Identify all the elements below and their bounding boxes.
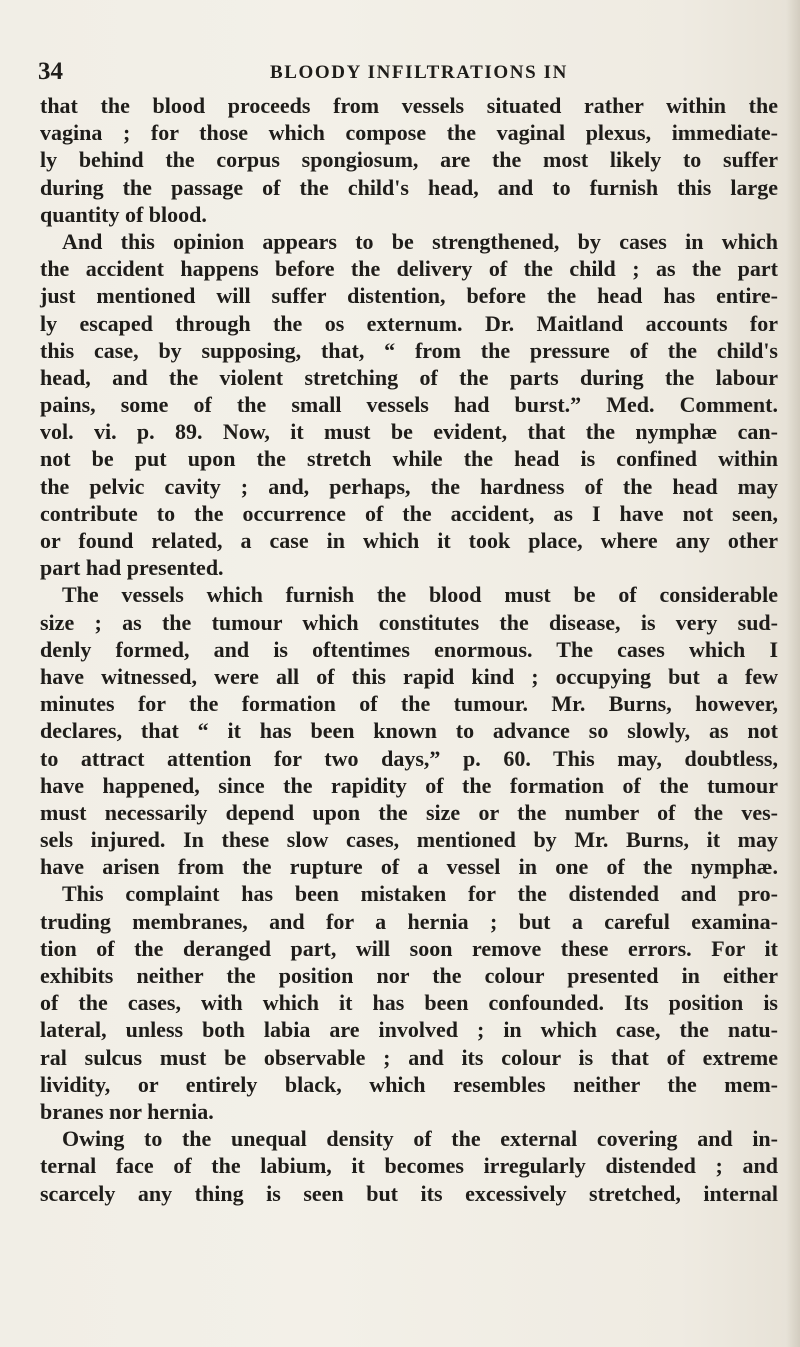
text-line: minutes for the formation of the tumour. Mr. Burns, however, xyxy=(40,691,778,717)
text-line: vol. vi. p. 89. Now, it must be evident, that the nymphæ can- xyxy=(40,419,778,445)
text-line: not be put upon the stretch while the head is confined within xyxy=(40,446,778,472)
text-line: ternal face of the labium, it becomes irregularly distended ; and xyxy=(40,1153,778,1179)
text-line: lateral, unless both labia are involved ; in which case, the natu- xyxy=(40,1017,778,1043)
text-line: contribute to the occurrence of the accident, as I have not seen, xyxy=(40,500,778,526)
text-line: quantity of blood. xyxy=(40,201,207,227)
text-line: denly formed, and is oftentimes enormous. The cases which I xyxy=(40,636,778,662)
text-line: size ; as the tumour which constitutes the disease, is very sud- xyxy=(40,609,778,635)
text-line: pains, some of the small vessels had burst.” Med. Comment. xyxy=(40,392,778,418)
text-line: exhibits neither the position nor the colour presented in either xyxy=(40,963,778,988)
text-line: the pelvic cavity ; and, perhaps, the hardness of the head may xyxy=(40,473,778,499)
text-line: tion of the deranged part, will soon remove these errors. For it xyxy=(40,935,778,961)
paragraph-first-line: The vessels which furnish the blood must be of considerable xyxy=(62,582,778,608)
text-line: must necessarily depend upon the size or the number of the ves- xyxy=(40,799,778,825)
text-line: sels injured. In these slow cases, mentioned by Mr. Burns, it may xyxy=(40,827,778,853)
page-header xyxy=(38,58,738,90)
text-line: ly escaped through the os externum. Dr. Maitland accounts for xyxy=(40,310,778,336)
text-line: have happened, since the rapidity of the formation of the tumour xyxy=(40,772,778,798)
paragraph-first-line: Owing to the unequal density of the external covering and in- xyxy=(62,1126,778,1152)
text-line: just mentioned will suffer distention, before the head has entire- xyxy=(40,283,778,309)
paragraph-first-line: This complaint has been mistaken for the distended and pro- xyxy=(62,881,778,907)
paragraph-first-line: And this opinion appears to be strengthened, by cases in which xyxy=(62,228,778,254)
text-line: part had presented. xyxy=(40,555,224,581)
running-head: BLOODY INFILTRATIONS IN xyxy=(270,62,568,83)
text-line: head, and the violent stretching of the parts during the labour xyxy=(40,364,778,390)
text-line: the accident happens before the delivery of the child ; as the part xyxy=(40,256,778,282)
text-line: or found related, a case in which it took place, where any other xyxy=(40,528,778,553)
text-line: branes nor hernia. xyxy=(40,1098,214,1124)
text-line: scarcely any thing is seen but its excessively stretched, internal xyxy=(40,1180,778,1206)
text-line: truding membranes, and for a hernia ; but a careful examina- xyxy=(40,908,778,934)
text-line: that the blood proceeds from vessels situated rather within the xyxy=(40,93,778,118)
body-text xyxy=(40,92,778,1207)
page-edge-shadow xyxy=(786,0,800,1347)
text-line: ly behind the corpus spongiosum, are the most likely to suffer xyxy=(40,147,778,173)
text-line: declares, that “ it has been known to advance so slowly, as not xyxy=(40,718,778,744)
text-line: during the passage of the child's head, and to furnish this large xyxy=(40,174,778,200)
text-line: have arisen from the rupture of a vessel in one of the nymphæ. xyxy=(40,854,778,880)
text-line: vagina ; for those which compose the vaginal plexus, immediate- xyxy=(40,120,778,146)
text-line: to attract attention for two days,” p. 60. This may, doubtless, xyxy=(40,745,778,771)
text-line: lividity, or entirely black, which resembles neither the mem- xyxy=(40,1071,778,1097)
text-line: ral sulcus must be observable ; and its colour is that of extreme xyxy=(40,1044,778,1070)
text-line: this case, by supposing, that, “ from the pressure of the child's xyxy=(40,337,778,363)
text-line: have witnessed, were all of this rapid kind ; occupying but a few xyxy=(40,663,778,689)
page-number: 34 xyxy=(38,58,63,85)
text-line: of the cases, with which it has been confounded. Its position is xyxy=(40,990,778,1016)
